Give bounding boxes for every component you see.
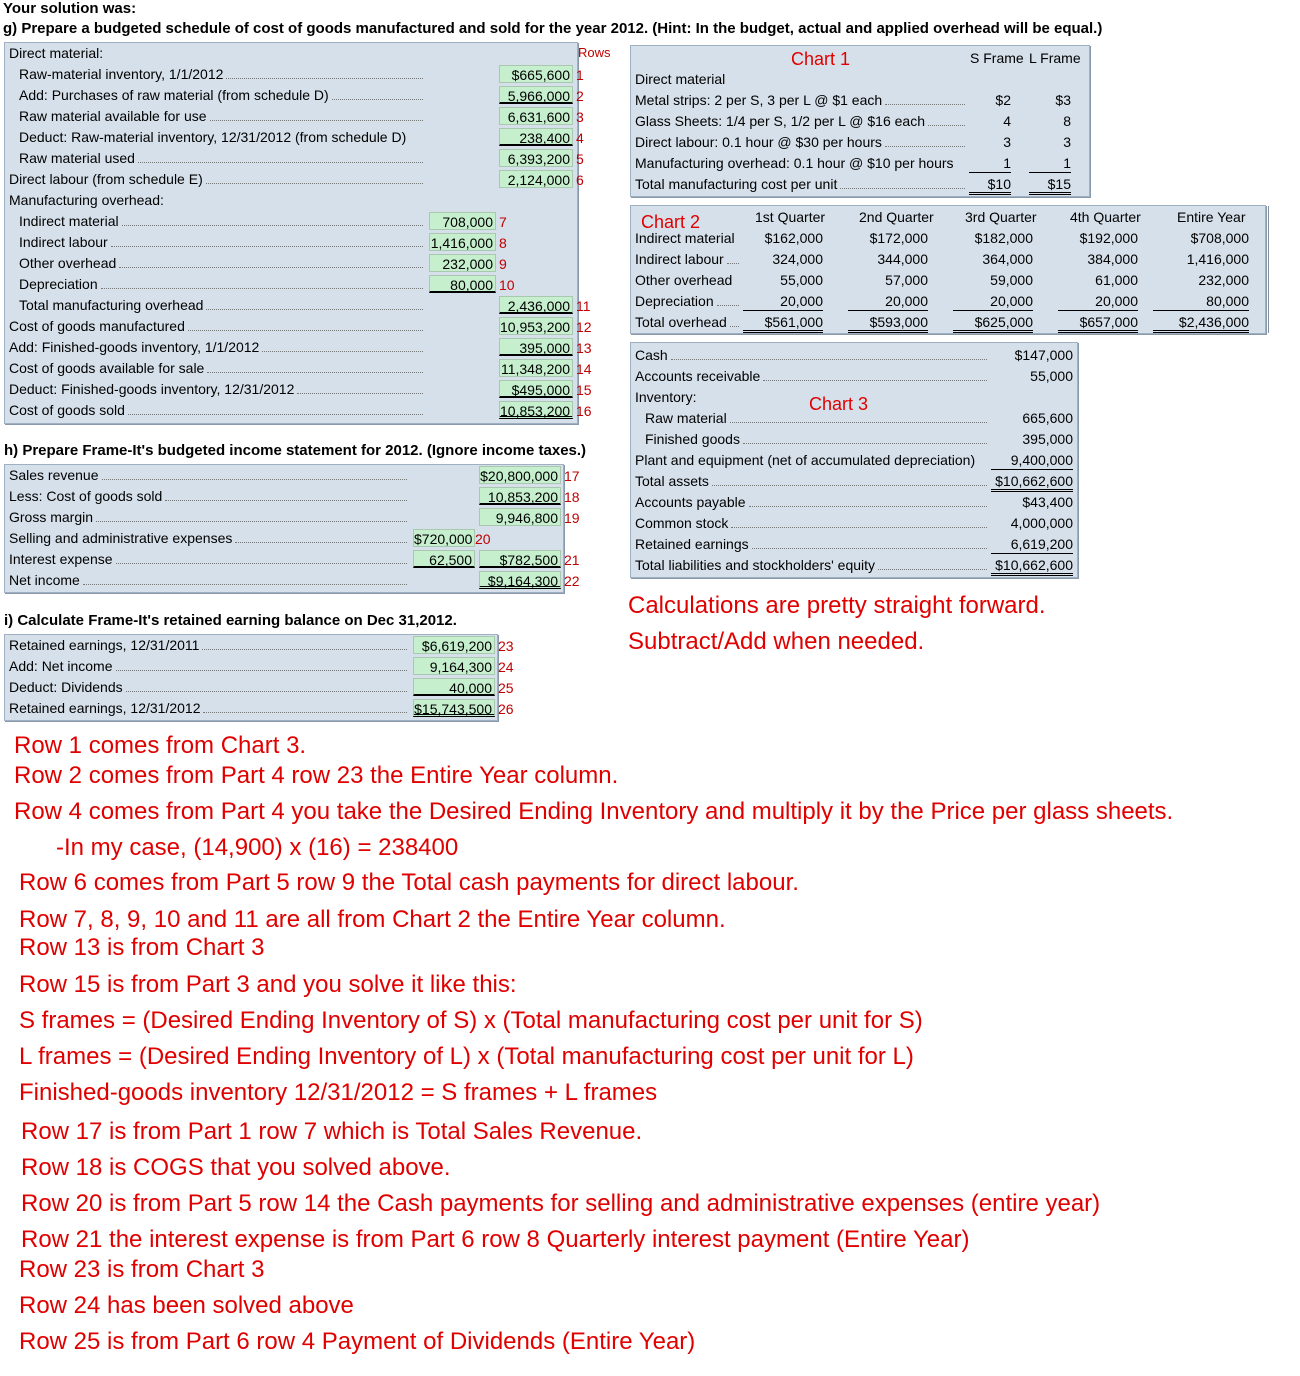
overhead-label: Manufacturing overhead: 0.1 hour @ $10 per hours — [635, 155, 954, 171]
explanation-note: Row 25 is from Part 6 row 4 Payment of Dividends (Entire Year) — [19, 1328, 696, 1355]
sales-label: Sales revenue — [9, 467, 99, 483]
row-number: 4 — [576, 130, 584, 146]
ppe-label: Plant and equipment (net of accumulated depreciation) — [635, 452, 976, 468]
metal-label: Metal strips: 2 per S, 3 per L @ $1 each — [635, 92, 883, 108]
ap-label: Accounts payable — [635, 494, 746, 510]
total-assets-label: Total assets — [635, 473, 709, 489]
row-25-value[interactable]: 40,000 25 — [413, 678, 495, 696]
row-2-value[interactable]: 5,966,000 2 — [499, 86, 573, 104]
chart-2-value: 61,000 — [1095, 272, 1138, 288]
year-header: Entire Year — [1177, 209, 1246, 225]
row-number: 12 — [576, 319, 592, 335]
fg-begin-label: Add: Finished-goods inventory, 1/1/2012 — [9, 339, 260, 355]
chart-2-value: $162,000 — [764, 230, 823, 246]
chart-2-value: 20,000 — [1058, 291, 1138, 311]
row-number: 14 — [576, 361, 592, 377]
row-number: 13 — [576, 340, 592, 356]
inventory-label: Inventory: — [635, 389, 697, 405]
metal-l: $3 — [1055, 92, 1071, 108]
deduct-raw-label: Deduct: Raw-material inventory, 12/31/2012 (from schedule D) — [19, 129, 407, 145]
solution-heading: Your solution was: — [3, 0, 137, 17]
row-number: 6 — [576, 172, 584, 188]
purchases-label: Add: Purchases of raw material (from schedule D) — [19, 87, 329, 103]
row-number: 9 — [499, 256, 507, 272]
chart-2-row-depreciation — [631, 291, 1265, 312]
cash-label: Cash — [635, 347, 668, 363]
interest-label: Interest expense — [9, 551, 113, 567]
cs-value: 4,000,000 — [1010, 515, 1073, 531]
chart-2-value: 57,000 — [885, 272, 928, 288]
row-19-value[interactable]: 9,946,800 19 — [479, 508, 561, 526]
explanation-note: Row 13 is from Chart 3 — [19, 934, 265, 961]
row-number: 11 — [576, 298, 591, 314]
fg-end-label: Deduct: Finished-goods inventory, 12/31/2012 — [9, 381, 295, 397]
chart-2-value: $182,000 — [974, 230, 1033, 246]
row-23-value[interactable]: $6,619,200 23 — [413, 636, 495, 654]
total-le-label: Total liabilities and stockholders' equity — [635, 557, 876, 573]
fg-label: Finished goods — [645, 431, 740, 447]
row-number: 7 — [499, 214, 507, 230]
add-ni-label: Add: Net income — [9, 658, 113, 674]
row-number: 2 — [576, 88, 584, 104]
chart-2-value: $561,000 — [743, 312, 823, 333]
labour-label: Direct labour: 0.1 hour @ $30 per hours — [635, 134, 882, 150]
q2-header: 2nd Quarter — [859, 209, 934, 225]
explanation-note: L frames = (Desired Ending Inventory of L) x (Total manufacturing cost per unit for L) — [19, 1043, 914, 1070]
row-number: 23 — [498, 638, 514, 654]
chart-2-value: $657,000 — [1058, 312, 1138, 333]
chart-2-label: Indirect labour — [635, 251, 724, 267]
chart-2-value: $192,000 — [1079, 230, 1138, 246]
row-26-value[interactable]: $15,743,500 26 — [414, 701, 514, 717]
row-number: 24 — [498, 659, 514, 675]
chart-2-value: $172,000 — [869, 230, 928, 246]
chart-2-value: 20,000 — [743, 291, 823, 311]
chart-2-panel — [630, 205, 1266, 334]
other-overhead-label: Other overhead — [19, 255, 117, 271]
row-9-value[interactable]: 232,000 9 — [429, 254, 496, 272]
calc-note-1: Calculations are pretty straight forward. — [628, 592, 1046, 619]
calc-note-2: Subtract/Add when needed. — [628, 628, 925, 655]
q1-header: 1st Quarter — [755, 209, 826, 225]
explanation-note: Row 23 is from Chart 3 — [19, 1256, 265, 1283]
direct-labour-label: Direct labour (from schedule E) — [9, 171, 203, 187]
income-statement-panel — [4, 464, 580, 593]
row-13-value[interactable]: 395,000 13 — [499, 338, 573, 356]
chart-2-value: 20,000 — [848, 291, 928, 311]
q3-header: 3rd Quarter — [965, 209, 1037, 225]
ppe-value: 9,400,000 — [991, 450, 1073, 470]
chart-2-value: 344,000 — [877, 251, 928, 267]
chart-1-panel — [630, 45, 1090, 197]
chart-2-value: 1,416,000 — [1186, 251, 1249, 267]
row-number: 22 — [564, 573, 580, 589]
available-label: Raw material available for use — [19, 108, 207, 124]
explanation-note: Row 1 comes from Chart 3. — [14, 732, 307, 759]
explanation-note: -In my case, (14,900) x (16) = 238400 — [56, 834, 459, 861]
row-number: 25 — [498, 680, 514, 696]
ar-value: 55,000 — [1030, 368, 1073, 384]
row-number: 16 — [576, 403, 592, 419]
explanation-note: Row 17 is from Part 1 row 7 which is Total Sales Revenue. — [21, 1118, 643, 1145]
row-number: 21 — [564, 552, 580, 568]
gross-label: Gross margin — [9, 509, 94, 525]
chart-2-label: Indirect material — [635, 230, 735, 246]
chart-2-value: $625,000 — [953, 312, 1033, 333]
less-cogs-label: Less: Cost of goods sold — [9, 488, 163, 504]
raw-value: 665,600 — [1022, 410, 1073, 426]
glass-s: 4 — [1003, 113, 1011, 129]
total-overhead-label: Total manufacturing overhead — [19, 297, 204, 313]
retained-earnings-panel — [4, 634, 514, 721]
chart-2-label: Depreciation — [635, 293, 714, 309]
row-5-value[interactable]: 6,393,200 5 — [499, 149, 573, 167]
chart-1-title: Chart 1 — [791, 49, 851, 69]
chart-2-value: $708,000 — [1190, 230, 1249, 246]
row-18-value[interactable]: 10,853,200 18 — [479, 487, 561, 505]
sga-label: Selling and administrative expenses — [9, 530, 233, 546]
row-1-value[interactable]: $665,600 1 — [499, 65, 573, 83]
explanation-note: Row 2 comes from Part 4 row 23 the Entire Year column. — [14, 762, 619, 789]
part-h-title: h) Prepare Frame-It's budgeted income statement for 2012. (Ignore income taxes.) — [4, 442, 587, 459]
cogs-label: Cost of goods sold — [9, 402, 125, 418]
chart-2-value: 59,000 — [990, 272, 1033, 288]
row-8-value[interactable]: 1,416,000 8 — [430, 235, 507, 251]
chart-2-value: 364,000 — [982, 251, 1033, 267]
explanation-note: Row 4 comes from Part 4 you take the Desired Ending Inventory and multiply it by the Price per glass sheets. — [14, 798, 1174, 825]
ap-value: $43,400 — [1022, 494, 1073, 510]
total-s: $10 — [969, 174, 1011, 195]
raw-used-label: Raw material used — [19, 150, 135, 166]
row-number: 15 — [576, 382, 592, 398]
row-7-value[interactable]: 708,000 7 — [429, 212, 496, 230]
row-number: 8 — [499, 235, 507, 251]
total-l: $15 — [1029, 174, 1071, 195]
part-g-title: g) Prepare a budgeted schedule of cost of goods manufactured and sold for the year 2012. (Hint: In the budget, actual and applied overhead will be equal.) — [3, 20, 1103, 37]
explanation-note: Row 7, 8, 9, 10 and 11 are all from Chart 2 the Entire Year column. — [19, 906, 726, 933]
chart-3-panel — [630, 342, 1078, 578]
chart-2-value: $2,436,000 — [1153, 312, 1249, 333]
cs-label: Common stock — [635, 515, 729, 531]
explanation-note: Finished-goods inventory 12/31/2012 = S frames + L frames — [19, 1079, 658, 1106]
mfg-overhead-label: Manufacturing overhead: — [9, 192, 164, 208]
chart-2-row-other-overhead — [631, 270, 1265, 291]
dividends-label: Deduct: Dividends — [9, 679, 123, 695]
explanation-note: Row 24 has been solved above — [19, 1292, 354, 1319]
l-frame-header: L Frame — [1029, 50, 1081, 66]
row-4-value[interactable]: 238,400 4 — [499, 128, 573, 146]
glass-label: Glass Sheets: 1/4 per S, 1/2 per L @ $16 each — [635, 113, 925, 129]
direct-material-label: Direct material: — [9, 45, 104, 61]
row-number: 20 — [475, 531, 491, 547]
chart-2-row-indirect-labour — [631, 249, 1265, 270]
re-end-label: Retained earnings, 12/31/2012 — [9, 700, 201, 716]
glass-l: 8 — [1063, 113, 1071, 129]
raw-inv-begin-label: Raw-material inventory, 1/1/2012 — [19, 66, 224, 82]
row-6-value[interactable]: 2,124,000 6 — [499, 170, 573, 188]
explanation-note: Row 20 is from Part 5 row 14 the Cash payments for selling and administrative expenses (entire year) — [21, 1190, 1101, 1217]
cogm-label: Cost of goods manufactured — [9, 318, 185, 334]
chart-2-value: 80,000 — [1153, 291, 1249, 311]
chart-2-value: 232,000 — [1198, 272, 1249, 288]
c1-total-label: Total manufacturing cost per unit — [635, 176, 838, 192]
total-assets-value: $10,662,600 — [991, 471, 1073, 492]
total-le-value: $10,662,600 — [991, 555, 1073, 576]
row-22-value[interactable]: $9,164,300 22 — [479, 571, 561, 589]
c1-direct-material-label: Direct material — [635, 71, 726, 87]
row-11-value[interactable]: 2,436,000 11 — [499, 296, 573, 314]
s-frame-header: S Frame — [970, 50, 1024, 66]
chart-2-label: Total overhead — [635, 314, 727, 330]
explanation-note: Row 15 is from Part 3 and you solve it like this: — [19, 971, 517, 998]
row-12-value[interactable]: 10,953,200 12 — [500, 319, 592, 335]
part-i-title: i) Calculate Frame-It's retained earning balance on Dec 31,2012. — [4, 612, 457, 629]
ar-label: Accounts receivable — [635, 368, 761, 384]
chart-2-value: 20,000 — [953, 291, 1033, 311]
row-20-value[interactable]: $720,000 20 — [414, 531, 491, 547]
row-number: 26 — [498, 701, 514, 717]
labour-l: 3 — [1063, 134, 1071, 150]
row-number: 19 — [564, 510, 580, 526]
row-number: 10 — [499, 277, 515, 293]
chart-2-value: $593,000 — [848, 312, 928, 333]
fg-value: 395,000 — [1022, 431, 1073, 447]
row-17-value[interactable]: $20,800,000 17 — [480, 468, 580, 484]
interest-value[interactable]: 62,500 — [413, 550, 475, 568]
indirect-material-label: Indirect material — [19, 213, 119, 229]
chart-2-value: 55,000 — [780, 272, 823, 288]
re-begin-label: Retained earnings, 12/31/2011 — [9, 637, 200, 653]
row-14-value[interactable]: 11,348,200 14 — [500, 361, 592, 377]
row-number: 17 — [564, 468, 580, 484]
q4-header: 4th Quarter — [1070, 209, 1141, 225]
metal-s: $2 — [995, 92, 1011, 108]
row-number: 1 — [576, 67, 584, 83]
raw-label: Raw material — [645, 410, 727, 426]
cash-value: $147,000 — [1014, 347, 1073, 363]
depreciation-label: Depreciation — [19, 276, 98, 292]
chart-3-title: Chart 3 — [809, 394, 869, 414]
explanation-note: Row 18 is COGS that you solved above. — [21, 1154, 451, 1181]
explanation-note: Row 21 the interest expense is from Part 6 row 8 Quarterly interest payment (Entire Year) — [21, 1226, 970, 1253]
cogm-schedule-panel — [4, 42, 592, 424]
overhead-l: 1 — [1029, 153, 1071, 173]
chart-2-title: Chart 2 — [641, 212, 701, 232]
explanation-note: Row 6 comes from Part 5 row 9 the Total cash payments for direct labour. — [19, 869, 799, 896]
explanation-note: S frames = (Desired Ending Inventory of S) x (Total manufacturing cost per unit for S) — [19, 1007, 923, 1034]
overhead-s: 1 — [969, 153, 1011, 173]
chart-2-label: Other overhead — [635, 272, 733, 288]
re-label: Retained earnings — [635, 536, 749, 552]
labour-s: 3 — [1003, 134, 1011, 150]
row-number: 5 — [576, 151, 584, 167]
row-24-value[interactable]: 9,164,300 24 — [413, 657, 495, 675]
chart-2-row-indirect-material — [631, 228, 1265, 249]
row-21-value[interactable]: $782,500 21 — [479, 550, 561, 568]
row-15-value[interactable]: $495,000 15 — [499, 380, 573, 398]
rows-label: Rows — [578, 45, 611, 60]
row-3-value[interactable]: 6,631,600 3 — [499, 107, 573, 125]
net-label: Net income — [9, 572, 80, 588]
row-number: 3 — [576, 109, 584, 125]
row-10-value[interactable]: 80,000 10 — [429, 275, 496, 293]
row-number: 18 — [564, 489, 580, 505]
row-16-value[interactable]: 10,853,200 16 — [500, 403, 592, 419]
available-sale-label: Cost of goods available for sale — [9, 360, 205, 376]
chart-2-row-total-overhead — [631, 312, 1265, 333]
indirect-labour-label: Indirect labour — [19, 234, 108, 250]
re-value: 6,619,200 — [991, 534, 1073, 554]
chart-2-value: 324,000 — [772, 251, 823, 267]
chart-2-value: 384,000 — [1087, 251, 1138, 267]
